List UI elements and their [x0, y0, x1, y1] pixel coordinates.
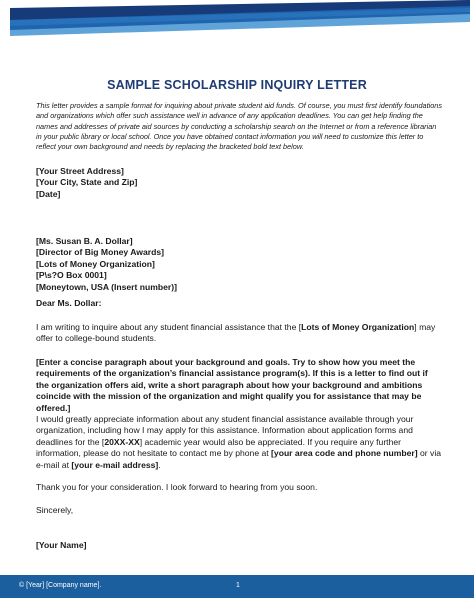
- intro-text: This letter provides a sample format for inquiring about private student aid funds. Of course, you must first identify foundations and organizations which offer such assistance well in advance of any application deadlines. You can get help finding the names and addresses of private aid sources by conducting a scholarship search on the Internet or from a reference librarian in your public library or local school. Once you have obtained contact information you will need to customize this letter to reflect your own background and needs by replacing the bracketed bold text below.: [36, 101, 442, 152]
- para3-phone: [your area code and phone number]: [271, 448, 418, 459]
- recipient-organization: [Lots of Money Organization]: [36, 258, 155, 269]
- closing: Sincerely,: [36, 505, 74, 515]
- para1-text-a: I am writing to inquire about any student financial assistance that the [: [36, 322, 302, 332]
- salutation: Dear Ms. Dollar:: [36, 298, 102, 308]
- para3-text-c: or via e-mail at: [36, 448, 442, 470]
- footer-copyright: © [Year] [Company name].: [19, 582, 102, 589]
- para3-academic-year: 20XX-XX: [104, 436, 140, 447]
- para3-text-b: ] academic year would also be appreciated. If you require any further information, please do not hesitate to contact me by phone at: [36, 436, 401, 459]
- closing-thanks: Thank you for your consideration. I look forward to hearing from you soon.: [36, 482, 318, 492]
- para2-text: [Enter a concise paragraph about your background and goals. Try to show how you meet the requirements of the organization’s financial assistance program(s). If this is a letter to find out if the organization offers aid, write a short paragraph about how your background and ambitions coincide with the mission of the organization and might qualify you for assistance that may be offered.]: [36, 357, 428, 413]
- para1-text-b: ] may offer to college-bound students.: [36, 322, 436, 344]
- sender-address: [36, 166, 442, 200]
- recipient-title: [Director of Big Money Awards]: [36, 247, 164, 258]
- para3-email: [your e-mail address]: [71, 459, 159, 470]
- recipient-name: [Ms. Susan B. A. Dollar]: [36, 236, 133, 246]
- footer-page-number: 1: [236, 582, 240, 589]
- recipient-city: [Moneytown, USA (Insert number)]: [36, 281, 177, 292]
- body-paragraph-3: [36, 414, 442, 471]
- header-band: [0, 0, 474, 36]
- intro-instructions: [36, 101, 442, 152]
- body-paragraph-1: [36, 322, 442, 345]
- body-paragraph-2: [36, 357, 442, 414]
- recipient-address: [36, 236, 442, 293]
- para3-text-a: I would greatly appreciate information about any student financial assistance available through your organization, including how I may apply for this assistance. Information about application forms and deadlines for the [: [36, 414, 414, 447]
- signature-name: [Your Name]: [36, 540, 87, 550]
- sender-date: [Date]: [36, 188, 61, 199]
- sender-city: [Your City, State and Zip]: [36, 177, 138, 188]
- page-title: SAMPLE SCHOLARSHIP INQUIRY LETTER: [107, 78, 367, 92]
- sender-street: [Your Street Address]: [36, 166, 124, 176]
- footer-bar: [0, 575, 474, 598]
- recipient-po-box: [P\s?O Box 0001]: [36, 270, 107, 281]
- para1-organization: Lots of Money Organization: [301, 322, 415, 332]
- para3-text-d: .: [158, 459, 161, 470]
